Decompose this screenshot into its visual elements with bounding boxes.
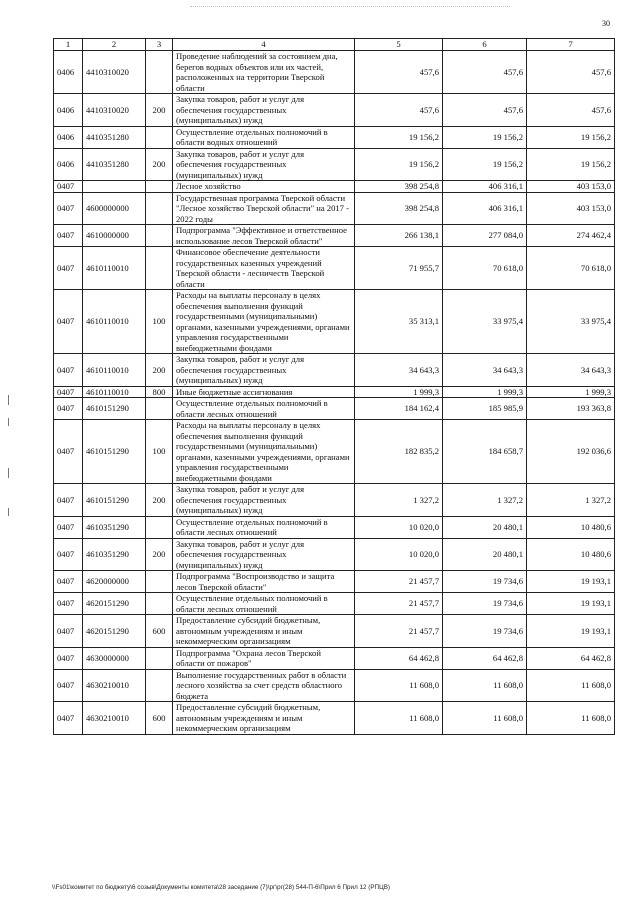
amount-cell-col6: 19 156,2: [443, 148, 527, 181]
target-code-cell: 4630000000: [83, 647, 146, 669]
expense-type-cell: [146, 225, 173, 247]
amount-cell-col6: 20 480,1: [443, 538, 527, 571]
expense-type-cell: 100: [146, 420, 173, 484]
amount-cell-col5: 21 457,7: [355, 593, 443, 615]
target-code-cell: 4610110010: [83, 354, 146, 387]
item-name-cell: Предоставление субсидий бюджетным, автономным учреждениям и иным некоммерческим организациям: [173, 615, 355, 648]
amount-cell-col5: 10 020,0: [355, 516, 443, 538]
amount-cell-col5: 184 162,4: [355, 398, 443, 420]
section-code-cell: 0407: [54, 593, 83, 615]
item-name-cell: Проведение наблюдений за состоянием дна, берегов водных объектов или их частей, расположенных на территории Тверской области: [173, 51, 355, 94]
section-code-cell: 0407: [54, 538, 83, 571]
column-header: 6: [443, 39, 527, 51]
table-row: [54, 647, 615, 669]
table-row: [54, 386, 615, 398]
expense-type-cell: 600: [146, 615, 173, 648]
expense-type-cell: 200: [146, 354, 173, 387]
expense-type-cell: [146, 126, 173, 148]
amount-cell-col5: 11 608,0: [355, 669, 443, 702]
amount-cell-col5: 10 020,0: [355, 538, 443, 571]
item-name-cell: Осуществление отдельных полномочий в области лесных отношений: [173, 516, 355, 538]
budget-table: [53, 38, 615, 735]
amount-cell-col5: 19 156,2: [355, 126, 443, 148]
expense-type-cell: 200: [146, 148, 173, 181]
column-header: 4: [173, 39, 355, 51]
expense-type-cell: 200: [146, 484, 173, 517]
amount-cell-col6: 34 643,3: [443, 354, 527, 387]
amount-cell-col6: 406 316,1: [443, 181, 527, 193]
section-code-cell: 0407: [54, 702, 83, 735]
item-name-cell: Осуществление отдельных полномочий в области лесных отношений: [173, 593, 355, 615]
amount-cell-col7: 1 327,2: [527, 484, 615, 517]
section-code-cell: 0407: [54, 669, 83, 702]
amount-cell-col5: 21 457,7: [355, 615, 443, 648]
expense-type-cell: [146, 593, 173, 615]
section-code-cell: 0407: [54, 225, 83, 247]
column-header: 5: [355, 39, 443, 51]
amount-cell-col5: 398 254,8: [355, 192, 443, 225]
expense-type-cell: 100: [146, 290, 173, 354]
amount-cell-col5: 266 138,1: [355, 225, 443, 247]
item-name-cell: Выполнение государственных работ в области лесного хозяйства за счет средств областного бюджета: [173, 669, 355, 702]
item-name-cell: Подпрограмма "Охрана лесов Тверской области от пожаров": [173, 647, 355, 669]
target-code-cell: 4610151290: [83, 484, 146, 517]
expense-type-cell: [146, 51, 173, 94]
expense-type-cell: [146, 247, 173, 290]
expense-type-cell: [146, 181, 173, 193]
section-code-cell: 0407: [54, 192, 83, 225]
table-row: [54, 484, 615, 517]
section-code-cell: 0407: [54, 615, 83, 648]
amount-cell-col6: 184 658,7: [443, 420, 527, 484]
amount-cell-col6: 277 084,0: [443, 225, 527, 247]
amount-cell-col7: 33 975,4: [527, 290, 615, 354]
amount-cell-col7: 19 156,2: [527, 126, 615, 148]
amount-cell-col5: 457,6: [355, 94, 443, 127]
target-code-cell: 4410351280: [83, 148, 146, 181]
amount-cell-col6: 185 985,9: [443, 398, 527, 420]
item-name-cell: Расходы на выплаты персоналу в целях обеспечения выполнения функций государственными (муниципальными) органами, казенными учреждениями, органами управления государственными внебюджетными фондами: [173, 420, 355, 484]
table-row: [54, 398, 615, 420]
target-code-cell: 4610110010: [83, 290, 146, 354]
item-name-cell: Подпрограмма "Эффективное и ответственное использование лесов Тверской области": [173, 225, 355, 247]
item-name-cell: Закупка товаров, работ и услуг для обеспечения государственных (муниципальных) нужд: [173, 94, 355, 127]
section-code-cell: 0406: [54, 51, 83, 94]
section-code-cell: 0406: [54, 94, 83, 127]
amount-cell-col5: 71 955,7: [355, 247, 443, 290]
scan-artifact: [8, 508, 9, 516]
expense-type-cell: [146, 571, 173, 593]
target-code-cell: 4610351290: [83, 538, 146, 571]
target-code-cell: 4600000000: [83, 192, 146, 225]
amount-cell-col7: 403 153,0: [527, 192, 615, 225]
target-code-cell: 4610000000: [83, 225, 146, 247]
target-code-cell: 4620151290: [83, 615, 146, 648]
amount-cell-col5: 19 156,2: [355, 148, 443, 181]
table-row: [54, 51, 615, 94]
section-code-cell: 0407: [54, 290, 83, 354]
amount-cell-col5: 1 327,2: [355, 484, 443, 517]
amount-cell-col5: 398 254,8: [355, 181, 443, 193]
target-code-cell: 4610151290: [83, 398, 146, 420]
column-header: 3: [146, 39, 173, 51]
amount-cell-col5: 182 835,2: [355, 420, 443, 484]
item-name-cell: Закупка товаров, работ и услуг для обеспечения государственных (муниципальных) нужд: [173, 148, 355, 181]
item-name-cell: Государственная программа Тверской области "Лесное хозяйство Тверской области" на 2017 - 2022 годы: [173, 192, 355, 225]
amount-cell-col7: 10 480,6: [527, 538, 615, 571]
column-header: 1: [54, 39, 83, 51]
amount-cell-col6: 457,6: [443, 94, 527, 127]
target-code-cell: 4610110010: [83, 386, 146, 398]
section-code-cell: 0407: [54, 354, 83, 387]
table-row: [54, 538, 615, 571]
table-row: [54, 290, 615, 354]
item-name-cell: Закупка товаров, работ и услуг для обеспечения государственных (муниципальных) нужд: [173, 538, 355, 571]
amount-cell-col7: 34 643,3: [527, 354, 615, 387]
target-code-cell: 4620000000: [83, 571, 146, 593]
amount-cell-col6: 11 608,0: [443, 669, 527, 702]
amount-cell-col6: 457,6: [443, 51, 527, 94]
target-code-cell: 4410310020: [83, 94, 146, 127]
amount-cell-col7: 11 608,0: [527, 669, 615, 702]
amount-cell-col7: 193 363,8: [527, 398, 615, 420]
table-row: [54, 354, 615, 387]
amount-cell-col7: 10 480,6: [527, 516, 615, 538]
column-header: 7: [527, 39, 615, 51]
table-row: [54, 420, 615, 484]
amount-cell-col5: 35 313,1: [355, 290, 443, 354]
amount-cell-col7: 19 193,1: [527, 615, 615, 648]
amount-cell-col7: 70 618,0: [527, 247, 615, 290]
amount-cell-col6: 1 327,2: [443, 484, 527, 517]
table-row: [54, 247, 615, 290]
table-row: [54, 615, 615, 648]
table-row: [54, 181, 615, 193]
table-row: [54, 516, 615, 538]
amount-cell-col5: 64 462,8: [355, 647, 443, 669]
scan-artifact: [8, 418, 9, 426]
expense-type-cell: [146, 192, 173, 225]
amount-cell-col7: 457,6: [527, 94, 615, 127]
section-code-cell: 0407: [54, 398, 83, 420]
amount-cell-col7: 19 156,2: [527, 148, 615, 181]
target-code-cell: 4630210010: [83, 669, 146, 702]
amount-cell-col7: 1 999,3: [527, 386, 615, 398]
amount-cell-col7: 274 462,4: [527, 225, 615, 247]
item-name-cell: Расходы на выплаты персоналу в целях обеспечения выполнения функций государственными (муниципальными) органами, казенными учреждениями, органами управления государственными внебюджетными фондами: [173, 290, 355, 354]
file-path-footer: \\Fs01\комитет по бюджету\6 созыв\Документы комитета\28 заседание (7)\рг\рг(28) 544-П-6\Прил 6 Прил 12 (РПЦВ): [52, 884, 391, 891]
scan-artifact: [8, 468, 9, 478]
section-code-cell: 0407: [54, 571, 83, 593]
amount-cell-col7: 403 153,0: [527, 181, 615, 193]
amount-cell-col7: 19 193,1: [527, 593, 615, 615]
amount-cell-col6: 19 734,6: [443, 615, 527, 648]
target-code-cell: 4410351280: [83, 126, 146, 148]
amount-cell-col6: 19 156,2: [443, 126, 527, 148]
table-row: [54, 571, 615, 593]
amount-cell-col5: 1 999,3: [355, 386, 443, 398]
item-name-cell: Осуществление отдельных полномочий в области лесных отношений: [173, 398, 355, 420]
section-code-cell: 0407: [54, 386, 83, 398]
expense-type-cell: 800: [146, 386, 173, 398]
expense-type-cell: [146, 669, 173, 702]
amount-cell-col7: 19 193,1: [527, 571, 615, 593]
target-code-cell: 4610351290: [83, 516, 146, 538]
table-row: [54, 94, 615, 127]
target-code-cell: 4630210010: [83, 702, 146, 735]
amount-cell-col6: 20 480,1: [443, 516, 527, 538]
target-code-cell: 4610110010: [83, 247, 146, 290]
expense-type-cell: [146, 516, 173, 538]
expense-type-cell: 200: [146, 538, 173, 571]
amount-cell-col7: 457,6: [527, 51, 615, 94]
amount-cell-col6: 1 999,3: [443, 386, 527, 398]
scan-artifact: [190, 0, 510, 7]
amount-cell-col5: 21 457,7: [355, 571, 443, 593]
item-name-cell: Финансовое обеспечение деятельности государственных казенных учреждений Тверской области - лесничеств Тверской области: [173, 247, 355, 290]
target-code-cell: 4620151290: [83, 593, 146, 615]
section-code-cell: 0406: [54, 148, 83, 181]
amount-cell-col7: 11 608,0: [527, 702, 615, 735]
item-name-cell: Предоставление субсидий бюджетным, автономным учреждениям и иным некоммерческим организациям: [173, 702, 355, 735]
section-code-cell: 0407: [54, 484, 83, 517]
section-code-cell: 0407: [54, 420, 83, 484]
section-code-cell: 0407: [54, 647, 83, 669]
target-code-cell: 4410310020: [83, 51, 146, 94]
table-row: [54, 593, 615, 615]
table-row: [54, 148, 615, 181]
expense-type-cell: [146, 647, 173, 669]
expense-type-cell: 200: [146, 94, 173, 127]
item-name-cell: Подпрограмма "Воспроизводство и защита лесов Тверской области": [173, 571, 355, 593]
section-code-cell: 0407: [54, 516, 83, 538]
target-code-cell: 4610151290: [83, 420, 146, 484]
item-name-cell: Иные бюджетные ассигнования: [173, 386, 355, 398]
target-code-cell: [83, 181, 146, 193]
item-name-cell: Закупка товаров, работ и услуг для обеспечения государственных (муниципальных) нужд: [173, 354, 355, 387]
amount-cell-col6: 70 618,0: [443, 247, 527, 290]
amount-cell-col5: 34 643,3: [355, 354, 443, 387]
amount-cell-col6: 19 734,6: [443, 571, 527, 593]
amount-cell-col6: 64 462,8: [443, 647, 527, 669]
amount-cell-col5: 11 608,0: [355, 702, 443, 735]
amount-cell-col5: 457,6: [355, 51, 443, 94]
section-code-cell: 0406: [54, 126, 83, 148]
amount-cell-col6: 406 316,1: [443, 192, 527, 225]
amount-cell-col6: 19 734,6: [443, 593, 527, 615]
amount-cell-col6: 11 608,0: [443, 702, 527, 735]
amount-cell-col7: 192 036,6: [527, 420, 615, 484]
table-header-row: [54, 39, 615, 51]
page-number: 30: [602, 19, 610, 28]
column-header: 2: [83, 39, 146, 51]
scan-artifact: [8, 395, 9, 405]
expense-type-cell: [146, 398, 173, 420]
section-code-cell: 0407: [54, 247, 83, 290]
item-name-cell: Лесное хозяйство: [173, 181, 355, 193]
table-row: [54, 225, 615, 247]
table-row: [54, 126, 615, 148]
amount-cell-col7: 64 462,8: [527, 647, 615, 669]
item-name-cell: Закупка товаров, работ и услуг для обеспечения государственных (муниципальных) нужд: [173, 484, 355, 517]
table-row: [54, 669, 615, 702]
table-row: [54, 192, 615, 225]
section-code-cell: 0407: [54, 181, 83, 193]
table-row: [54, 702, 615, 735]
expense-type-cell: 600: [146, 702, 173, 735]
item-name-cell: Осуществление отдельных полномочий в области водных отношений: [173, 126, 355, 148]
amount-cell-col6: 33 975,4: [443, 290, 527, 354]
